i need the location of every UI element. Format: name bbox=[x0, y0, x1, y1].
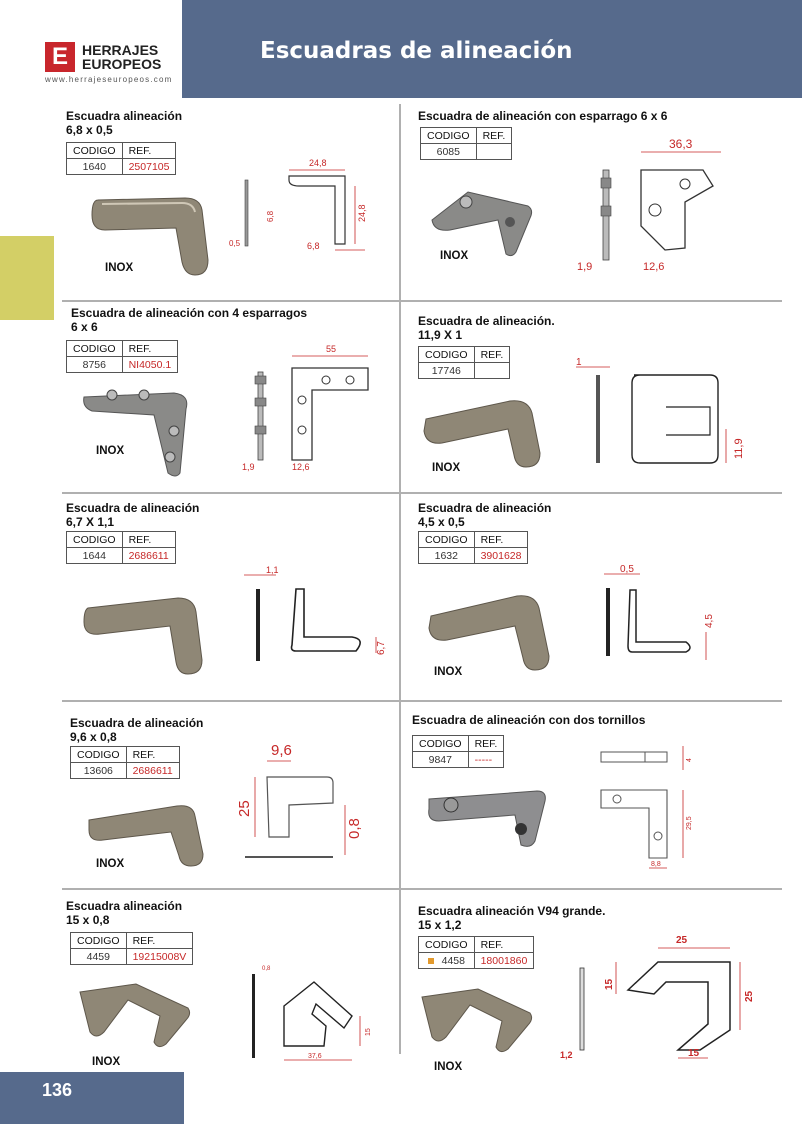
dimension-label: 1,1 bbox=[266, 565, 279, 575]
material-label: INOX bbox=[105, 262, 134, 274]
logo-line2: EUROPEOS bbox=[82, 56, 162, 72]
ref-header: REF. bbox=[474, 937, 534, 953]
code-table bbox=[70, 932, 193, 965]
codigo-header: CODIGO bbox=[419, 937, 475, 953]
product-title bbox=[418, 314, 555, 342]
ref-header: REF. bbox=[468, 736, 504, 752]
product-title-line2: 4,5 x 0,5 bbox=[418, 515, 465, 529]
dimension-label: 25 bbox=[676, 935, 688, 946]
codigo-value: 4459 bbox=[71, 949, 127, 965]
codigo-value: 9847 bbox=[413, 752, 469, 768]
logo-mark: E bbox=[45, 42, 75, 72]
code-table bbox=[66, 142, 176, 175]
codigo-header: CODIGO bbox=[67, 532, 123, 548]
page-number: 136 bbox=[42, 1080, 73, 1100]
technical-drawing bbox=[595, 740, 705, 875]
codigo-header: CODIGO bbox=[419, 532, 475, 548]
ref-value bbox=[476, 144, 512, 160]
technical-drawing bbox=[240, 342, 390, 477]
dimension-label: 25 bbox=[744, 990, 755, 1002]
material-label: INOX bbox=[96, 858, 125, 870]
code-table bbox=[66, 340, 178, 373]
ref-value: 19215008V bbox=[126, 949, 193, 965]
dimension-label: 11,9 bbox=[733, 438, 745, 459]
codigo-value: 1640 bbox=[67, 159, 123, 175]
product-title-line1: Escuadra de alineación con 4 esparragos bbox=[71, 306, 308, 320]
technical-drawing bbox=[235, 735, 385, 865]
technical-drawing bbox=[570, 355, 750, 470]
product-photo bbox=[80, 590, 210, 680]
codigo-value: 1644 bbox=[67, 548, 123, 564]
dimension-label: 1,2 bbox=[560, 1050, 573, 1060]
product-photo bbox=[78, 980, 198, 1055]
dimension-label: 12,6 bbox=[643, 261, 665, 273]
codigo-value: 17746 bbox=[419, 363, 475, 379]
product-title bbox=[66, 109, 182, 137]
ref-header: REF. bbox=[474, 532, 528, 548]
ref-header: REF. bbox=[126, 747, 179, 763]
product-title-line2: 6,8 x 0,5 bbox=[66, 123, 113, 137]
code-table bbox=[418, 936, 534, 969]
ref-value bbox=[474, 363, 510, 379]
product-title-line2: 15 x 0,8 bbox=[66, 913, 110, 927]
dimension-label: 24,8 bbox=[357, 204, 367, 222]
product-title-line2: 15 x 1,2 bbox=[418, 918, 462, 932]
code-table bbox=[420, 127, 512, 160]
ref-value: 18001860 bbox=[474, 953, 534, 969]
dimension-label: 1,9 bbox=[242, 462, 255, 472]
product-title-line1: Escuadra de alineación bbox=[66, 501, 200, 515]
dimension-label: 0,8 bbox=[346, 818, 363, 839]
product-photo bbox=[428, 180, 538, 260]
product-title-line2: 9,6 x 0,8 bbox=[70, 730, 117, 744]
ref-header: REF. bbox=[476, 128, 512, 144]
product-title-line1: Escuadra de alineación. bbox=[418, 314, 555, 328]
product-title-line2: 11,9 X 1 bbox=[418, 328, 463, 342]
technical-drawing bbox=[590, 560, 730, 670]
codigo-header: CODIGO bbox=[421, 128, 477, 144]
product-title bbox=[412, 713, 645, 727]
dimension-label: 36,3 bbox=[669, 137, 693, 151]
dimension-label: 15 bbox=[688, 1048, 700, 1059]
codigo-value bbox=[419, 953, 475, 969]
product-title-line1: Escuadra de alineación con esparrago 6 x 6 bbox=[418, 109, 668, 123]
product-title bbox=[418, 109, 667, 123]
product-title-line1: Escuadra de alineación con dos tornillos bbox=[412, 713, 646, 727]
dimension-label: 4,5 bbox=[704, 614, 715, 628]
material-label: INOX bbox=[96, 445, 125, 457]
codigo-value: 8756 bbox=[67, 357, 123, 373]
product-photo bbox=[82, 385, 197, 480]
technical-drawing bbox=[225, 150, 385, 260]
codigo-header: CODIGO bbox=[71, 747, 127, 763]
bullet-icon bbox=[428, 958, 434, 964]
dimension-label: 8,8 bbox=[651, 861, 661, 868]
dimension-label: 55 bbox=[326, 344, 337, 354]
dimension-label: 37,6 bbox=[308, 1053, 322, 1060]
codigo-header: CODIGO bbox=[413, 736, 469, 752]
codigo-header: CODIGO bbox=[67, 143, 123, 159]
codigo-value: 13606 bbox=[71, 763, 127, 779]
technical-drawing bbox=[240, 565, 390, 675]
product-photo bbox=[425, 785, 555, 855]
ref-value: 2686611 bbox=[126, 763, 179, 779]
ref-value: 3901628 bbox=[474, 548, 528, 564]
dimension-label: 24,8 bbox=[309, 158, 327, 168]
dimension-label: 9,6 bbox=[271, 742, 292, 759]
logo-line1: HERRAJES bbox=[82, 42, 159, 58]
ref-header: REF. bbox=[122, 341, 178, 357]
dimension-label: 29,5 bbox=[686, 816, 693, 830]
logo-name bbox=[82, 43, 161, 71]
ref-header: REF. bbox=[126, 933, 193, 949]
product-title bbox=[70, 716, 203, 744]
technical-drawing bbox=[240, 960, 385, 1070]
codigo-header: CODIGO bbox=[67, 341, 123, 357]
section-tab bbox=[0, 236, 54, 320]
technical-drawing bbox=[575, 130, 755, 280]
dimension-label: 6,7 bbox=[376, 641, 387, 655]
row-divider bbox=[400, 300, 782, 302]
codigo-text: 4458 bbox=[441, 954, 465, 967]
page-title: Escuadras de alineación bbox=[260, 38, 573, 64]
product-title-line1: Escuadra de alineación bbox=[418, 501, 552, 515]
product-title bbox=[418, 501, 551, 529]
dimension-label: 6,8 bbox=[266, 210, 275, 222]
footer-band bbox=[0, 1072, 184, 1124]
dimension-label: 15 bbox=[604, 978, 615, 990]
dimension-label: 6,8 bbox=[307, 241, 320, 251]
product-title bbox=[418, 904, 605, 932]
dimension-label: 25 bbox=[236, 800, 253, 817]
codigo-value: 1632 bbox=[419, 548, 475, 564]
technical-drawing bbox=[550, 932, 760, 1067]
code-table bbox=[418, 531, 528, 564]
product-title-line2: 6 x 6 bbox=[71, 320, 98, 334]
product-title-line2: 6,7 X 1,1 bbox=[66, 515, 115, 529]
product-title bbox=[71, 306, 307, 334]
product-title-line1: Escuadra de alineación bbox=[70, 716, 204, 730]
material-label: INOX bbox=[434, 666, 463, 678]
code-table bbox=[66, 531, 176, 564]
product-title-line1: Escuadra alineación bbox=[66, 899, 183, 913]
product-title bbox=[66, 899, 182, 927]
dimension-label: 0,5 bbox=[229, 239, 241, 248]
codigo-value: 6085 bbox=[421, 144, 477, 160]
ref-value: 2507105 bbox=[122, 159, 176, 175]
column-divider bbox=[399, 104, 401, 1054]
product-title bbox=[66, 501, 199, 529]
codigo-header: CODIGO bbox=[71, 933, 127, 949]
dimension-label: 12,6 bbox=[292, 462, 310, 472]
ref-header: REF. bbox=[122, 143, 176, 159]
material-label: INOX bbox=[440, 250, 469, 262]
row-divider bbox=[62, 300, 400, 302]
product-title-line1: Escuadra alineación V94 grande. bbox=[418, 904, 606, 918]
row-divider bbox=[62, 888, 782, 890]
dimension-label: 0,8 bbox=[262, 966, 271, 972]
code-table bbox=[412, 735, 504, 768]
logo-url: www.herrajeseuropeos.com bbox=[45, 75, 173, 84]
ref-header: REF. bbox=[122, 532, 175, 548]
ref-value: 2686611 bbox=[122, 548, 175, 564]
material-label: INOX bbox=[92, 1056, 121, 1068]
code-table bbox=[418, 346, 510, 379]
material-label: INOX bbox=[434, 1061, 463, 1073]
ref-header: REF. bbox=[474, 347, 510, 363]
dimension-label: 0,5 bbox=[620, 564, 634, 575]
product-title-line1: Escuadra alineación bbox=[66, 109, 183, 123]
ref-value: NI4050.1 bbox=[122, 357, 178, 373]
codigo-header: CODIGO bbox=[419, 347, 475, 363]
dimension-label: 1,9 bbox=[577, 261, 593, 273]
product-photo bbox=[420, 985, 540, 1060]
ref-value: ----- bbox=[468, 752, 504, 768]
row-divider bbox=[62, 492, 782, 494]
dimension-label: 15 bbox=[365, 1028, 372, 1036]
row-divider bbox=[62, 700, 782, 702]
dimension-label: 4 bbox=[686, 758, 693, 762]
dimension-label: 1 bbox=[576, 357, 582, 368]
material-label: INOX bbox=[432, 462, 461, 474]
code-table bbox=[70, 746, 180, 779]
